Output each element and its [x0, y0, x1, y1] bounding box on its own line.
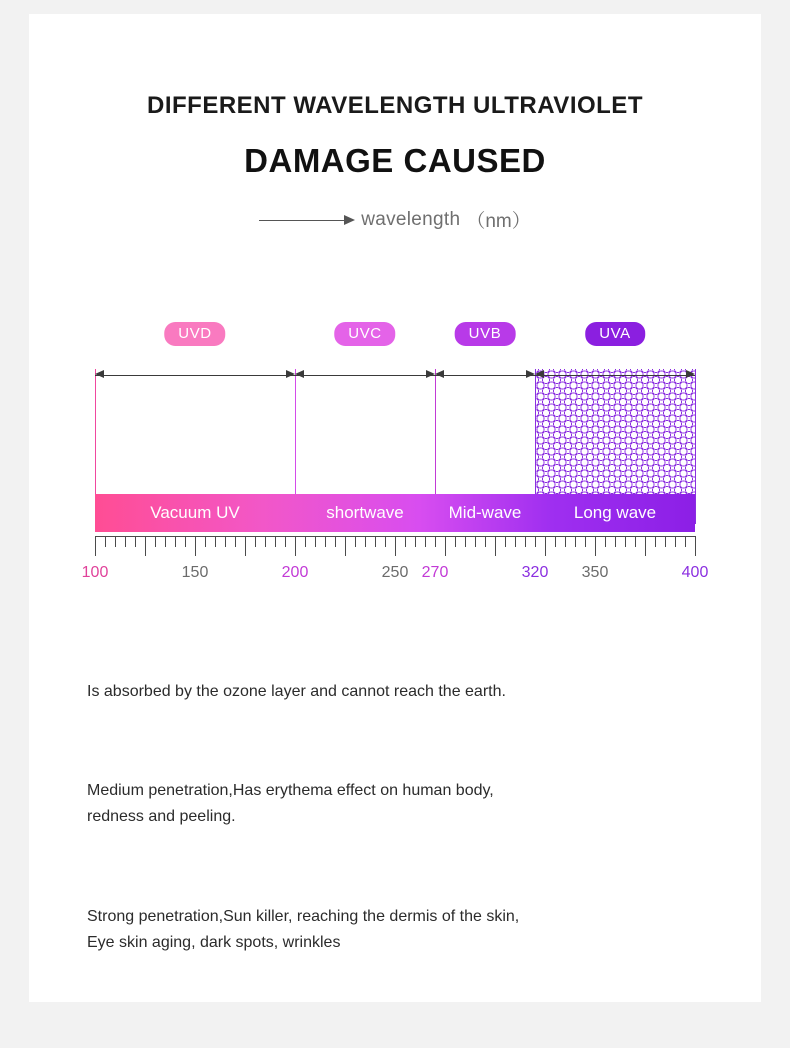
- ruler-tick: [235, 536, 236, 547]
- ruler-tick: [155, 536, 156, 547]
- ruler-tick: [505, 536, 506, 547]
- ruler-tick: [405, 536, 406, 547]
- badge-uvb: UVB: [102, 742, 135, 759]
- arrow-right-icon: [259, 214, 355, 226]
- range-arrow-uvd: [95, 369, 295, 381]
- ruler-tick: [275, 536, 276, 547]
- ruler-tick: [515, 536, 516, 547]
- ruler-tick: [685, 536, 686, 547]
- ruler-tick: [295, 536, 296, 556]
- ruler-tick: [525, 536, 526, 547]
- ruler-tick: [345, 536, 346, 556]
- range-arrow-uvb: [435, 369, 535, 381]
- band-badge-uvc: UVC: [334, 322, 395, 346]
- ruler-tick: [475, 536, 476, 547]
- spectrum-color-bar: [95, 494, 695, 532]
- axis-ruler: [95, 536, 695, 558]
- poster-card: [29, 14, 761, 1002]
- band-badge-uva: UVA: [585, 322, 645, 346]
- ruler-tick: [665, 536, 666, 547]
- ruler-tick: [635, 536, 636, 547]
- ruler-tick: [175, 536, 176, 547]
- ruler-tick: [575, 536, 576, 547]
- ruler-tick: [285, 536, 286, 547]
- page-title-line1: DIFFERENT WAVELENGTH ULTRAVIOLET: [147, 92, 643, 119]
- ruler-tick: [225, 536, 226, 547]
- ruler-tick: [585, 536, 586, 547]
- ruler-tick: [395, 536, 396, 556]
- ruler-tick: [595, 536, 596, 556]
- ruler-tick: [425, 536, 426, 547]
- ruler-tick: [185, 536, 186, 547]
- tick-label-250: 250: [381, 564, 409, 581]
- band-boundary-line: [695, 369, 696, 524]
- tick-label-350: 350: [581, 564, 609, 581]
- description-line: redness and peeling.: [87, 808, 236, 825]
- ruler-tick: [565, 536, 566, 547]
- band-badge-uvd: UVD: [164, 322, 225, 346]
- ruler-tick: [265, 536, 266, 547]
- ruler-tick: [545, 536, 546, 556]
- ruler-tick: [215, 536, 216, 547]
- ruler-tick: [255, 536, 256, 547]
- wavelength-label: wavelength: [361, 208, 461, 230]
- ruler-tick: [465, 536, 466, 547]
- ruler-tick: [375, 536, 376, 547]
- badge-uvc: UVC: [102, 643, 136, 660]
- badge-uva: UVA: [102, 868, 134, 885]
- ruler-tick: [105, 536, 106, 547]
- description-text-uvc: [87, 679, 727, 705]
- description-uvb: [87, 738, 727, 830]
- ruler-tick: [385, 536, 386, 547]
- ruler-tick: [555, 536, 556, 547]
- color-bar-label-uva: Long wave: [573, 503, 657, 522]
- ruler-tick: [315, 536, 316, 547]
- ruler-tick: [455, 536, 456, 547]
- ruler-tick: [195, 536, 196, 556]
- color-bar-label-uvc: shortwave: [326, 503, 404, 522]
- ruler-tick: [325, 536, 326, 547]
- ruler-tick: [625, 536, 626, 547]
- color-bar-label-uvb: Mid-wave: [448, 503, 522, 522]
- ruler-tick: [435, 536, 436, 547]
- ruler-tick: [245, 536, 246, 556]
- description-text-uva: [87, 904, 727, 956]
- ruler-tick: [675, 536, 676, 547]
- description-line: Is absorbed by the ozone layer and cannot reach the earth.: [87, 683, 506, 700]
- ruler-tick: [615, 536, 616, 547]
- tick-label-200: 200: [281, 564, 309, 581]
- uv-spectrum-diagram: [29, 314, 761, 604]
- ruler-tick: [415, 536, 416, 547]
- ruler-tick: [655, 536, 656, 547]
- ruler-tick: [365, 536, 366, 547]
- ruler-tick: [205, 536, 206, 547]
- description-line: Medium penetration,Has erythema effect on human body,: [87, 782, 494, 799]
- description-line: Eye skin aging, dark spots, wrinkles: [87, 934, 341, 951]
- ruler-tick: [165, 536, 166, 547]
- ruler-tick: [695, 536, 696, 556]
- ruler-tick: [135, 536, 136, 547]
- ruler-tick: [445, 536, 446, 556]
- ruler-tick: [305, 536, 306, 547]
- description-text-uvb: [87, 778, 727, 830]
- band-badge-uvb: UVB: [455, 322, 516, 346]
- ruler-tick: [335, 536, 336, 547]
- tick-label-150: 150: [181, 564, 209, 581]
- band-range-arrows: [95, 369, 695, 381]
- tick-label-270: 270: [421, 564, 449, 581]
- page-title-line2: DAMAGE CAUSED: [244, 142, 546, 179]
- tick-label-100: 100: [81, 564, 109, 581]
- wavelength-unit: （nm）: [466, 211, 531, 232]
- ruler-tick: [355, 536, 356, 547]
- ruler-tick: [495, 536, 496, 556]
- description-line: Strong penetration,Sun killer, reaching the dermis of the skin,: [87, 908, 520, 925]
- ruler-tick: [535, 536, 536, 547]
- description-uva: [87, 864, 727, 956]
- ruler-tick: [645, 536, 646, 556]
- ruler-tick: [115, 536, 116, 547]
- color-bar-label-uvd: Vacuum UV: [150, 503, 240, 522]
- wavelength-caption: [29, 206, 761, 233]
- ruler-tick: [95, 536, 96, 556]
- description-uvc: [87, 639, 727, 705]
- ruler-tick: [605, 536, 606, 547]
- tick-label-320: 320: [521, 564, 549, 581]
- ruler-tick: [145, 536, 146, 556]
- tick-label-400: 400: [681, 564, 709, 581]
- range-arrow-uvc: [295, 369, 435, 381]
- range-arrow-uva: [535, 369, 695, 381]
- ruler-tick: [485, 536, 486, 547]
- ruler-tick: [125, 536, 126, 547]
